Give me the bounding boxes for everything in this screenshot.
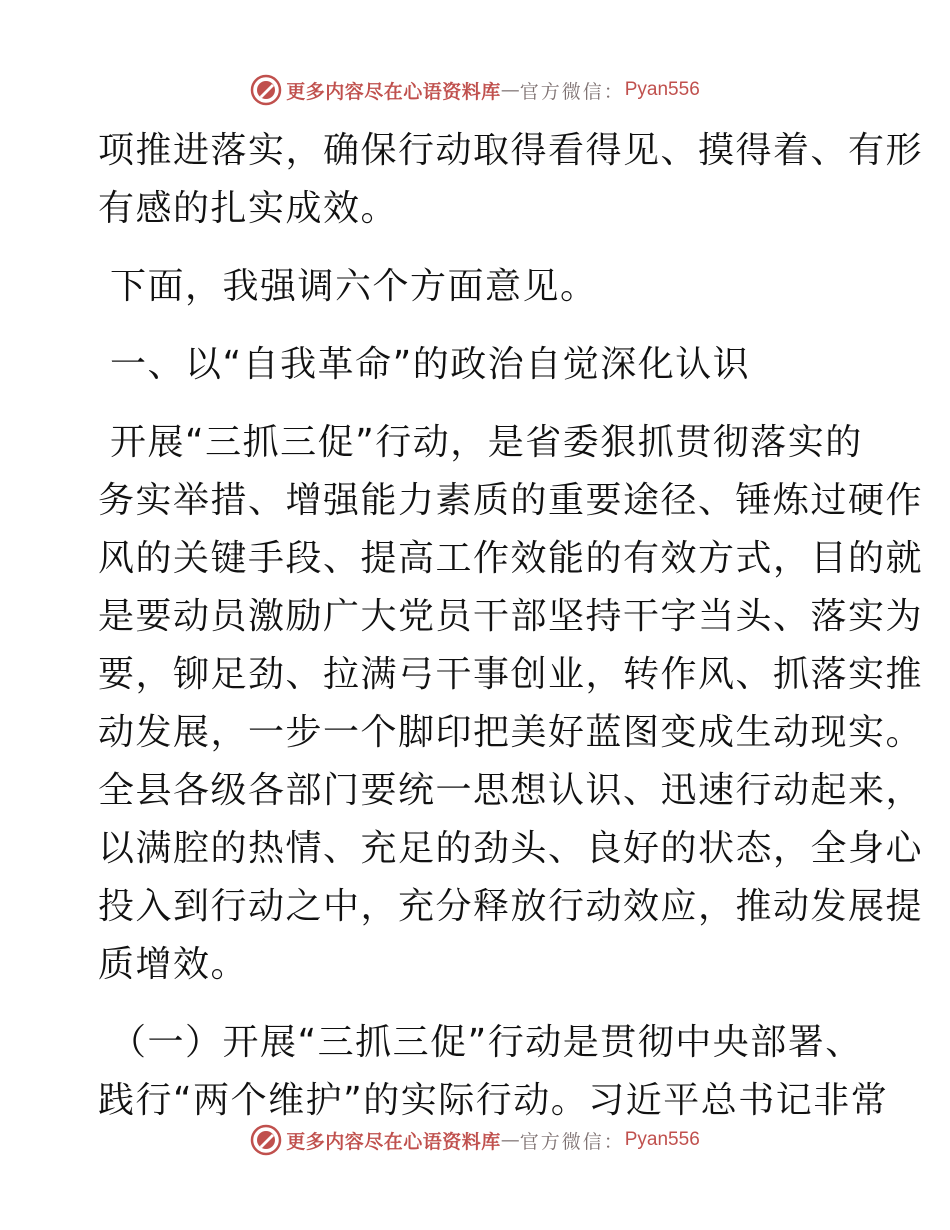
body-line: 开展“三抓三促”行动，是省委狠抓贯彻落实的 [110,422,863,463]
banner-wechat-id: Pyan556 [624,79,700,100]
body-line: 投入到行动之中，充分释放行动效应，推动发展提 [98,886,924,927]
banner-separator: — [500,79,520,101]
body-line: 是要动员激励广大党员干部坚持干字当头、落实为 [98,596,924,637]
pen-logo-icon [250,74,282,106]
pen-logo-icon [250,1124,282,1156]
banner-slogan: 更多内容尽在心语资料库 [286,1130,501,1153]
subsection-heading: （一）开展“三抓三促”行动是贯彻中央部署、 [110,1022,863,1063]
banner-separator: — [500,1129,520,1151]
section-heading: 一、以“自我革命”的政治自觉深化认识 [110,344,751,385]
banner-official-label: 官方微信： [519,1130,625,1153]
header-banner [0,72,950,108]
body-line: 以满腔的热情、充足的劲头、良好的状态，全身心 [98,828,924,869]
banner-wechat-id: Pyan556 [624,1129,700,1150]
body-line: 践行“两个维护”的实际行动。习近平总书记非常 [98,1080,889,1121]
body-line: 质增效。 [98,944,249,985]
body-line: 下面，我强调六个方面意见。 [110,266,598,307]
body-line: 全县各级各部门要统一思想认识、迅速行动起来， [98,770,924,811]
body-line: 风的关键手段、提高工作效能的有效方式，目的就 [98,538,924,579]
banner-official-label: 官方微信： [519,80,625,103]
footer-banner [0,1122,950,1158]
body-line: 要，铆足劲、拉满弓干事创业，转作风、抓落实推 [98,654,924,695]
body-line: 动发展，一步一个脚印把美好蓝图变成生动现实。 [98,712,924,753]
body-line: 有感的扎实成效。 [98,188,399,229]
body-line: 项推进落实，确保行动取得看得见、摸得着、有形 [98,130,924,171]
banner-slogan: 更多内容尽在心语资料库 [286,80,501,103]
document-body [98,122,924,1130]
body-line: 务实举措、增强能力素质的重要途径、锤炼过硬作 [98,480,924,521]
